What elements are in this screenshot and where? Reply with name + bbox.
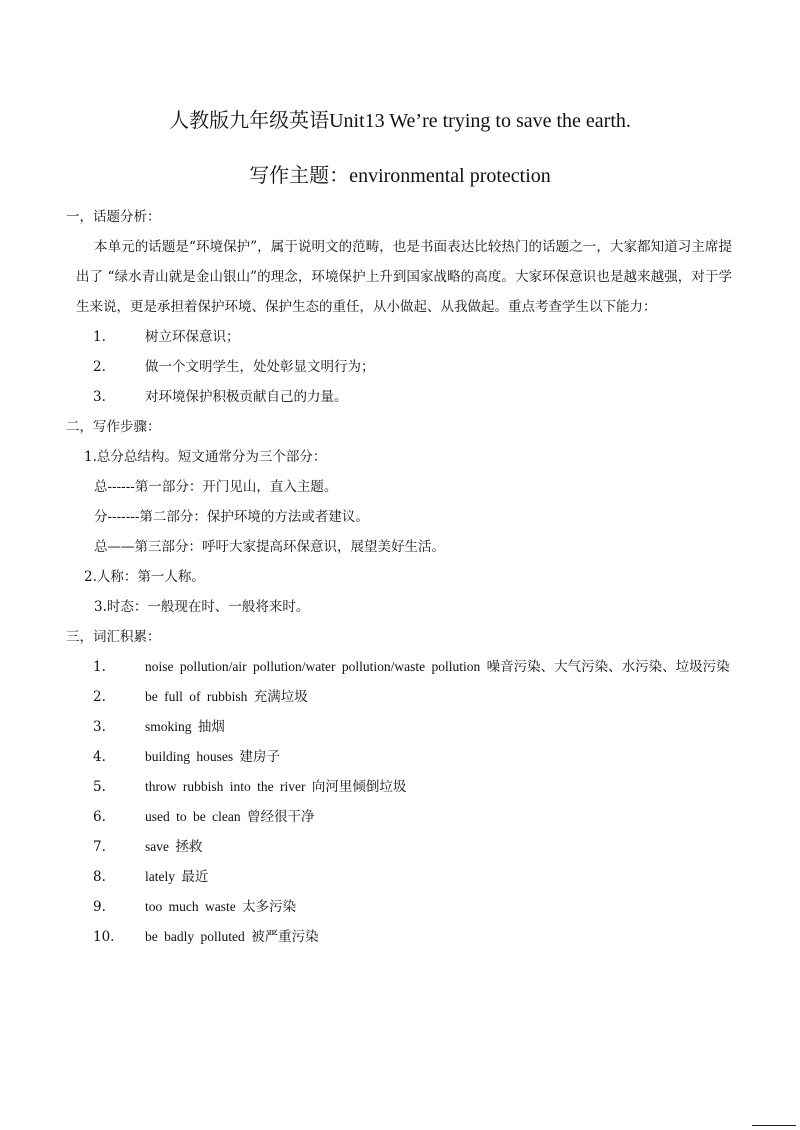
topic-analysis-paragraph: 本单元的话题是“环境保护”，属于说明文的范畴，也是书面表达比较热门的话题之一，大家都知道习主席提出了 “绿水青山就是金山银山”的理念，环境保护上升到国家战略的高度。大家环保意识也是越来越强，对于学生来说，更是承担着保护环境、保护生态的重任，从小做起、从我做起。重点考查学生以下能力：: [76, 239, 732, 315]
footer-rule: [752, 1125, 796, 1126]
vocab-item-text: be full of rubbish 充满垃圾: [145, 689, 308, 704]
structure-part-1: 总------第一部分：开门见山，直入主题。: [94, 479, 338, 495]
list-item-number: 2.: [93, 359, 106, 375]
vocab-item-text: save 拯救: [145, 839, 203, 854]
section-heading-writing-steps: 二，写作步骤：: [66, 419, 161, 435]
vocab-item: [76, 922, 732, 952]
vocab-item-number: 3.: [93, 719, 106, 735]
list-item-number: 1.: [93, 329, 106, 345]
vocab-item-text: lately 最近: [145, 869, 209, 884]
list-item-text: 对环境保护积极贡献自己的力量。: [145, 389, 348, 405]
structure-part-3: 总——第三部分：呼吁大家提高环保意识，展望美好生活。: [94, 539, 445, 555]
structure-part-2: 分-------第二部分：保护环境的方法或者建议。: [94, 509, 369, 525]
vocab-item-number: 8.: [93, 869, 106, 885]
vocab-item-number: 7.: [93, 839, 106, 855]
vocab-item: [76, 802, 732, 832]
list-item: [76, 322, 732, 352]
vocab-item-number: 2.: [93, 689, 106, 705]
vocab-item-text: smoking 抽烟: [145, 719, 225, 734]
vocab-item: [76, 892, 732, 922]
vocab-item: [76, 712, 732, 742]
list-item-text: 做一个文明学生，处处彰显文明行为；: [145, 359, 375, 375]
vocab-item-number: 1.: [93, 659, 106, 675]
writing-topic-title: 写作主题：environmental protection: [249, 165, 551, 187]
document-title: 人教版九年级英语Unit13 We’re trying to save the earth.: [169, 110, 631, 132]
vocab-item-number: 10.: [93, 929, 115, 945]
vocab-item: [76, 682, 732, 712]
vocab-item-text: used to be clean 曾经很干净: [145, 809, 315, 824]
vocab-item: [76, 772, 732, 802]
vocab-item-text: too much waste 太多污染: [145, 899, 297, 914]
section-heading-topic-analysis: 一，话题分析：: [66, 209, 161, 225]
vocab-item-text: throw rubbish into the river 向河里倾倒垃圾: [145, 779, 407, 794]
writing-step-person: 2.人称：第一人称。: [84, 569, 205, 585]
writing-step-structure: 1.总分总结构。短文通常分为三个部分：: [84, 449, 327, 465]
vocab-item-number: 4.: [93, 749, 106, 765]
vocab-item-number: 9.: [93, 899, 106, 915]
list-item-text: 树立环保意识；: [145, 329, 240, 345]
writing-step-tense: 3.时态：一般现在时、一般将来时。: [94, 599, 310, 615]
document-body: [66, 202, 732, 952]
vocab-item-text: building houses 建房子: [145, 749, 281, 764]
vocab-item-text: be badly polluted 被严重污染: [145, 929, 319, 944]
list-item: [76, 352, 732, 382]
vocab-item-number: 6.: [93, 809, 106, 825]
vocab-item: [76, 742, 732, 772]
list-item: [76, 382, 732, 412]
vocab-item-number: 5.: [93, 779, 106, 795]
vocab-item: [76, 652, 732, 682]
vocab-item-text: noise pollution/air pollution/water pollution/waste pollution 噪音污染、大气污染、水污染、垃圾污染: [145, 659, 730, 674]
vocab-item: [76, 832, 732, 862]
section-heading-vocabulary: 三，词汇积累：: [66, 629, 161, 645]
list-item-number: 3.: [93, 389, 106, 405]
vocab-item: [76, 862, 732, 892]
